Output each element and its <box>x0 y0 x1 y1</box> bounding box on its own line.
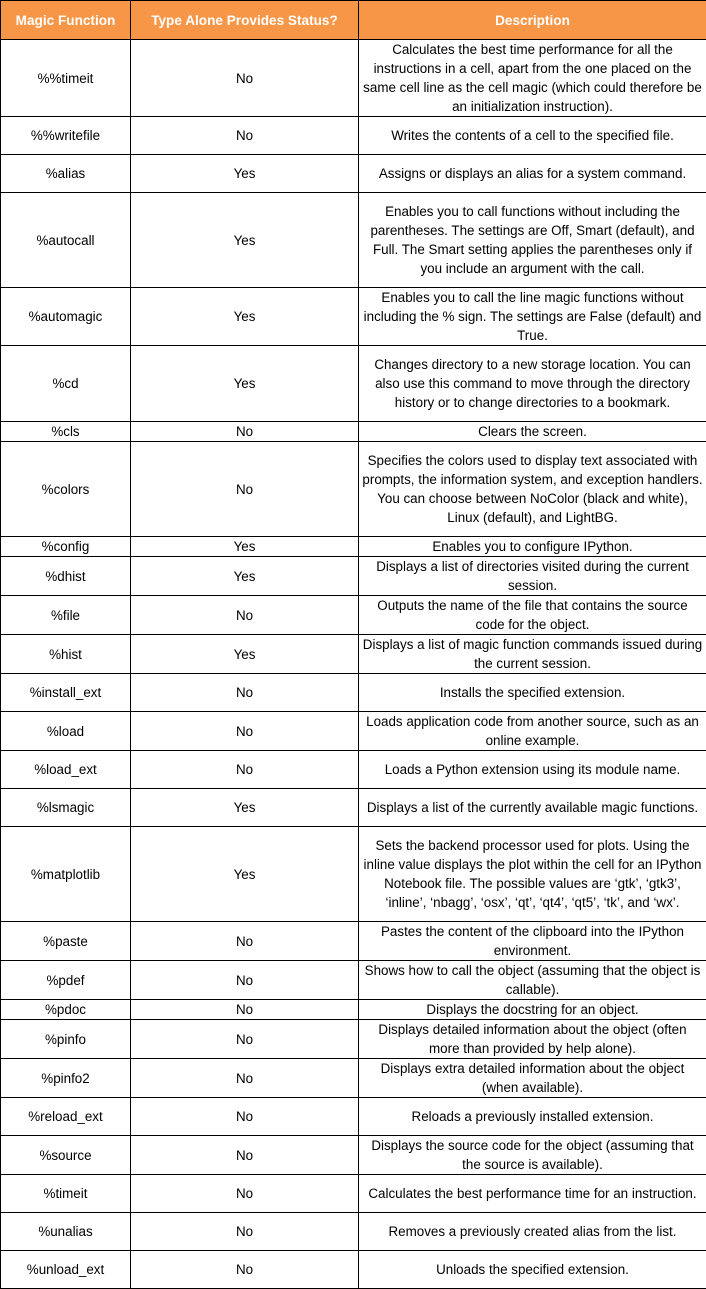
status-cell: Yes <box>131 288 359 346</box>
description-cell: Displays a list of directories visited during the current session. <box>359 557 706 596</box>
table-row <box>1 961 706 1000</box>
status-cell: Yes <box>131 346 359 422</box>
magic-function-cell: %%timeit <box>1 40 131 117</box>
magic-function-cell: %file <box>1 596 131 635</box>
magic-function-cell: %load <box>1 712 131 751</box>
table-row <box>1 1098 706 1136</box>
magic-function-cell: %config <box>1 537 131 557</box>
magic-function-cell: %pdef <box>1 961 131 1000</box>
status-cell: Yes <box>131 635 359 674</box>
status-cell: No <box>131 1000 359 1020</box>
description-cell: Assigns or displays an alias for a system command. <box>359 155 706 193</box>
status-cell: No <box>131 596 359 635</box>
status-cell: No <box>131 674 359 712</box>
description-cell: Shows how to call the object (assuming that the object is callable). <box>359 961 706 1000</box>
description-cell: Displays the source code for the object (assuming that the source is available). <box>359 1136 706 1175</box>
table-row <box>1 674 706 712</box>
description-cell: Specifies the colors used to display text associated with prompts, the information system, and exception handlers. You can choose between NoColor (black and white), Linux (default), and LightBG. <box>359 442 706 537</box>
table-row <box>1 922 706 961</box>
table-row <box>1 635 706 674</box>
status-cell: No <box>131 442 359 537</box>
status-cell: Yes <box>131 557 359 596</box>
description-cell: Calculates the best time performance for all the instructions in a cell, apart from the one placed on the same cell line as the cell magic (which could therefore be an initialization instruction). <box>359 40 706 117</box>
description-cell: Reloads a previously installed extension. <box>359 1098 706 1136</box>
table-row <box>1 346 706 422</box>
magic-function-cell: %lsmagic <box>1 789 131 827</box>
magic-function-cell: %load_ext <box>1 751 131 789</box>
description-cell: Displays detailed information about the object (often more than provided by help alone). <box>359 1020 706 1059</box>
description-cell: Changes directory to a new storage location. You can also use this command to move through the directory history or to change directories to a bookmark. <box>359 346 706 422</box>
table-row <box>1 288 706 346</box>
magic-function-cell: %colors <box>1 442 131 537</box>
status-cell: No <box>131 422 359 442</box>
table-row <box>1 557 706 596</box>
description-cell: Displays extra detailed information about the object (when available). <box>359 1059 706 1098</box>
magic-function-cell: %cd <box>1 346 131 422</box>
status-cell: No <box>131 1175 359 1213</box>
table-row <box>1 827 706 922</box>
status-cell: No <box>131 1136 359 1175</box>
magic-function-cell: %cls <box>1 422 131 442</box>
status-cell: Yes <box>131 827 359 922</box>
table-row <box>1 596 706 635</box>
table-row <box>1 712 706 751</box>
description-cell: Displays a list of the currently available magic functions. <box>359 789 706 827</box>
table-row <box>1 537 706 557</box>
table-row <box>1 40 706 117</box>
table-row <box>1 193 706 288</box>
description-cell: Unloads the specified extension. <box>359 1251 706 1289</box>
description-cell: Installs the specified extension. <box>359 674 706 712</box>
description-cell: Clears the screen. <box>359 422 706 442</box>
header-row <box>1 1 706 40</box>
magic-function-cell: %timeit <box>1 1175 131 1213</box>
description-cell: Displays a list of magic function commands issued during the current session. <box>359 635 706 674</box>
table-row <box>1 751 706 789</box>
description-cell: Calculates the best performance time for an instruction. <box>359 1175 706 1213</box>
description-cell: Sets the backend processor used for plots. Using the inline value displays the plot within the cell for an IPython Notebook file. The possible values are ‘gtk’, ‘gtk3’, ‘inline’, ‘nbagg’, ‘osx’, ‘qt’, ‘qt4’, ‘qt5’, ‘tk’, and ‘wx’. <box>359 827 706 922</box>
magic-function-cell: %%writefile <box>1 117 131 155</box>
status-cell: No <box>131 1213 359 1251</box>
magic-function-cell: %unalias <box>1 1213 131 1251</box>
description-cell: Enables you to call functions without including the parentheses. The settings are Off, Smart (default), and Full. The Smart setting applies the parentheses only if you include an argument with the call. <box>359 193 706 288</box>
status-cell: No <box>131 961 359 1000</box>
status-cell: No <box>131 1059 359 1098</box>
magic-function-cell: %install_ext <box>1 674 131 712</box>
table-row <box>1 422 706 442</box>
status-cell: No <box>131 922 359 961</box>
table-row <box>1 1136 706 1175</box>
table-row <box>1 1020 706 1059</box>
magic-function-cell: %unload_ext <box>1 1251 131 1289</box>
status-cell: Yes <box>131 789 359 827</box>
status-cell: No <box>131 751 359 789</box>
header-magic-function: Magic Function <box>1 1 131 40</box>
magic-function-cell: %automagic <box>1 288 131 346</box>
status-cell: No <box>131 117 359 155</box>
magic-function-cell: %pinfo2 <box>1 1059 131 1098</box>
magic-function-cell: %dhist <box>1 557 131 596</box>
status-cell: No <box>131 1251 359 1289</box>
magic-function-cell: %source <box>1 1136 131 1175</box>
status-cell: No <box>131 712 359 751</box>
table-row <box>1 1251 706 1289</box>
status-cell: Yes <box>131 537 359 557</box>
table-row <box>1 117 706 155</box>
header-description: Description <box>359 1 706 40</box>
status-cell: Yes <box>131 193 359 288</box>
description-cell: Displays the docstring for an object. <box>359 1000 706 1020</box>
magic-function-cell: %autocall <box>1 193 131 288</box>
magic-function-cell: %reload_ext <box>1 1098 131 1136</box>
description-cell: Enables you to call the line magic functions without including the % sign. The settings are False (default) and True. <box>359 288 706 346</box>
table-row <box>1 1175 706 1213</box>
description-cell: Loads application code from another source, such as an online example. <box>359 712 706 751</box>
magic-function-cell: %pinfo <box>1 1020 131 1059</box>
magic-function-cell: %matplotlib <box>1 827 131 922</box>
magic-function-cell: %paste <box>1 922 131 961</box>
description-cell: Loads a Python extension using its module name. <box>359 751 706 789</box>
status-cell: No <box>131 40 359 117</box>
table-row <box>1 1059 706 1098</box>
description-cell: Removes a previously created alias from the list. <box>359 1213 706 1251</box>
table-body <box>1 40 706 1289</box>
table-row <box>1 789 706 827</box>
table-row <box>1 442 706 537</box>
description-cell: Pastes the content of the clipboard into the IPython environment. <box>359 922 706 961</box>
status-cell: No <box>131 1098 359 1136</box>
description-cell: Outputs the name of the file that contains the source code for the object. <box>359 596 706 635</box>
header-type-alone-status: Type Alone Provides Status? <box>131 1 359 40</box>
description-cell: Enables you to configure IPython. <box>359 537 706 557</box>
magic-function-cell: %pdoc <box>1 1000 131 1020</box>
magic-function-cell: %hist <box>1 635 131 674</box>
magic-function-cell: %alias <box>1 155 131 193</box>
status-cell: No <box>131 1020 359 1059</box>
table-row <box>1 1213 706 1251</box>
table-row <box>1 1000 706 1020</box>
status-cell: Yes <box>131 155 359 193</box>
description-cell: Writes the contents of a cell to the specified file. <box>359 117 706 155</box>
table-row <box>1 155 706 193</box>
